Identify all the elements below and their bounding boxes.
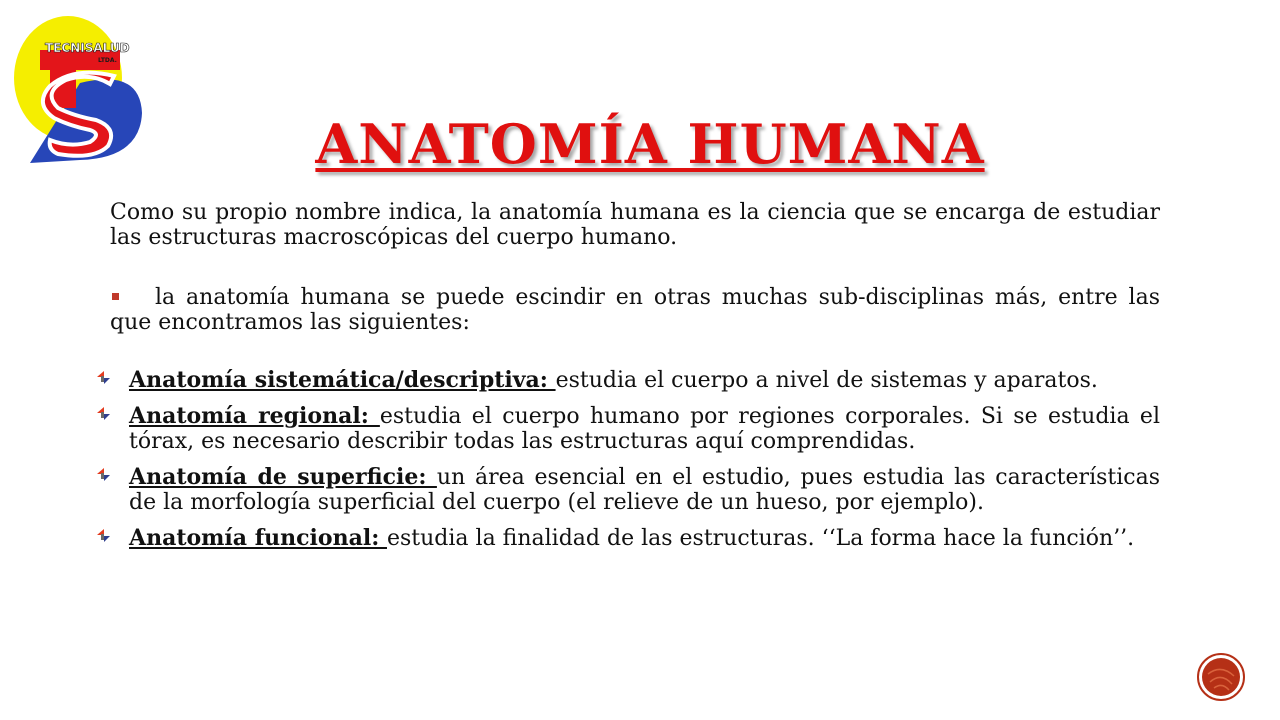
intro-paragraph: Como su propio nombre indica, la anatomía humana es la ciencia que se encarga de estudiar las estructuras macroscópicas del cuerpo humano.: [110, 200, 1160, 250]
logo-text: TECNISALUD: [45, 41, 130, 55]
subdisciplines-list: [96, 368, 1160, 551]
list-item: [96, 465, 1160, 515]
arrow-bullet-icon: [96, 371, 110, 387]
item-term: Anatomía de superficie:: [129, 464, 437, 490]
square-bullet-icon: [112, 293, 119, 300]
item-description: estudia el cuerpo humano por regiones corporales. Si se estudia el tórax, es necesario describir todas las estructuras aquí comprendidas.: [129, 404, 1160, 454]
subdivision-paragraph: [110, 285, 1160, 335]
list-item: [96, 404, 1160, 454]
item-term: Anatomía regional:: [129, 403, 380, 429]
item-term: Anatomía funcional:: [129, 525, 387, 551]
arrow-bullet-icon: [96, 468, 110, 484]
page-title: ANATOMÍA HUMANA: [315, 112, 985, 176]
item-description: estudia el cuerpo a nivel de sistemas y aparatos.: [555, 368, 1098, 393]
list-item: [96, 368, 1160, 393]
item-description: un área esencial en el estudio, pues estudia las características de la morfología superficial del cuerpo (el relieve de un hueso, por ejemplo).: [129, 465, 1160, 515]
slide-nav-button[interactable]: [1196, 652, 1246, 702]
item-term: Anatomía sistemática/descriptiva:: [129, 367, 556, 393]
arrow-bullet-icon: [96, 529, 110, 545]
arrow-bullet-icon: [96, 407, 110, 423]
item-description: estudia la finalidad de las estructuras. ‘‘La forma hace la función’’.: [386, 526, 1135, 551]
list-item: [96, 526, 1160, 551]
logo-subtext: LTDA.: [98, 57, 117, 64]
subdivision-text: la anatomía humana se puede escindir en otras muchas sub-disciplinas más, entre las que encontramos las siguientes:: [110, 285, 1160, 335]
